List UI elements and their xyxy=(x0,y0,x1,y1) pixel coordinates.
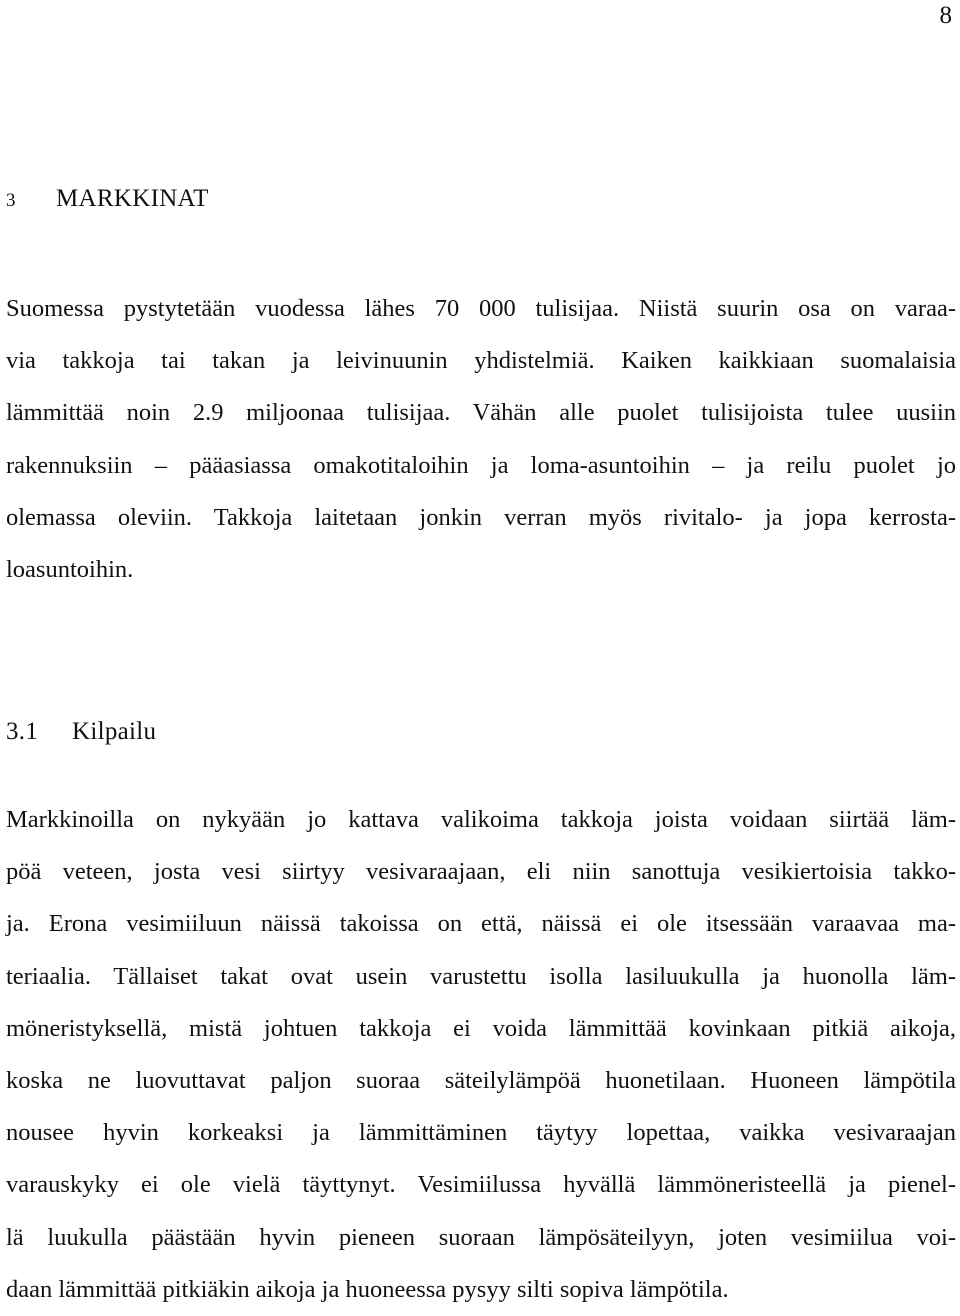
paragraph-line: Markkinoilla on nykyään jo kattava valikoima takkoja joista voidaan siirtää läm- xyxy=(6,806,956,833)
page-number: 8 xyxy=(939,2,952,29)
paragraph-line: loasuntoihin. xyxy=(6,555,134,583)
paragraph-line: Suomessa pystytetään vuodessa lähes 70 000 tulisijaa. Niistä suurin osa on varaa- xyxy=(6,295,956,322)
paragraph-line: koska ne luovuttavat paljon suoraa säteilylämpöä huonetilaan. Huoneen lämpötila xyxy=(6,1066,956,1094)
paragraph-line: ja. Erona vesimiiluun näissä takoissa on että, näissä ei ole itsessään varaavaa ma- xyxy=(6,910,956,938)
paragraph-line: lämmittää noin 2.9 miljoonaa tulisijaa. Vähän alle puolet tulisijoista tulee uusiin xyxy=(6,399,956,427)
paragraph-line: nousee hyvin korkeaksi ja lämmittäminen täytyy lopettaa, vaikka vesivaraajan xyxy=(6,1119,956,1147)
paragraph-line: olemassa oleviin. Takkoja laitetaan jonkin verran myös rivitalo- ja jopa kerrosta- xyxy=(6,503,956,531)
subsection-paragraph xyxy=(6,794,956,1316)
subsection-title: Kilpailu xyxy=(72,718,157,745)
subsection-number: 3.1 xyxy=(6,718,39,745)
paragraph-line: daan lämmittää pitkiäkin aikoja ja huoneessa pysyy silti sopiva lämpötila. xyxy=(6,1275,729,1303)
paragraph-line: varauskyky ei ole vielä täyttynyt. Vesimiilussa hyvällä lämmöneristeellä ja pienel- xyxy=(6,1171,956,1199)
paragraph-line: teriaalia. Tällaiset takat ovat usein varustettu isolla lasiluukulla ja huonolla läm- xyxy=(6,962,956,990)
section-number: 3 xyxy=(6,190,16,211)
paragraph-line: pöä veteen, josta vesi siirtyy vesivaraajaan, eli niin sanottuja vesikiertoisia takko- xyxy=(6,858,956,886)
subsection-heading xyxy=(6,718,156,746)
section-heading xyxy=(6,185,209,213)
paragraph-line: lä luukulla päästään hyvin pieneen suoraan lämpösäteilyyn, joten vesimiilua voi- xyxy=(6,1223,956,1251)
section-paragraph xyxy=(6,283,956,596)
paragraph-line: via takkoja tai takan ja leivinuunin yhdistelmiä. Kaiken kaikkiaan suomalaisia xyxy=(6,347,956,375)
paragraph-line: möneristyksellä, mistä johtuen takkoja ei voida lämmittää kovinkaan pitkiä aikoja, xyxy=(6,1014,956,1042)
paragraph-line: rakennuksiin – pääasiassa omakotitaloihin ja loma-asuntoihin – ja reilu puolet jo xyxy=(6,451,956,479)
section-title: MARKKINAT xyxy=(56,185,209,212)
